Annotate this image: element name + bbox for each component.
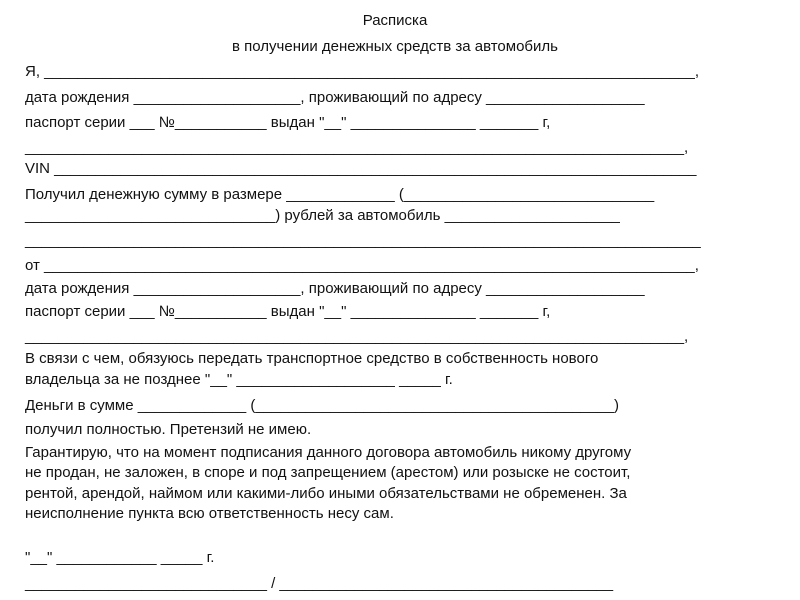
line-seller-name: от ______________________________________________________________________________, <box>25 257 699 274</box>
line-signature: _____________________________ / ________________________________________ <box>25 575 614 592</box>
line-guarantee-2: не продан, не заложен, в споре и под запрещением (арестом) или розыске не состоит, <box>25 464 631 481</box>
line-guarantee-1: Гарантирую, что на момент подписания данного договора автомобиль никому другому <box>25 444 632 461</box>
line-seller-passport-cont: _______________________________________________________________________________, <box>25 328 689 345</box>
line-amount: Получил денежную сумму в размере _____________ (______________________________ <box>25 186 655 203</box>
line-signature-date: "__" ____________ _____ г. <box>25 549 215 566</box>
line-buyer-birth-address: дата рождения ____________________, проживающий по адресу ___________________ <box>25 89 645 106</box>
line-guarantee-3: рентой, арендой, наймом или какими-либо иными обязательствами не обременен. За <box>25 485 627 502</box>
line-buyer-passport-cont: _______________________________________________________________________________, <box>25 139 689 156</box>
line-received-fully: получил полностью. Претензий не имею. <box>25 421 312 438</box>
line-car-cont: _________________________________________________________________________________ <box>25 232 701 249</box>
line-vin: VIN _____________________________________________________________________________ <box>25 160 697 177</box>
line-buyer-name: Я, ______________________________________________________________________________, <box>25 63 700 80</box>
line-seller-birth-address: дата рождения ____________________, проживающий по адресу ___________________ <box>25 280 645 297</box>
line-guarantee-4: неисполнение пункта всю ответственность несу сам. <box>25 505 394 522</box>
line-obligation-1: В связи с чем, обязуюсь передать транспортное средство в собственность нового <box>25 350 599 367</box>
line-amount-words-car: ______________________________) рублей за автомобиль _____________________ <box>25 207 620 224</box>
line-seller-passport: паспорт серии ___ №___________ выдан "__" _______________ _______ г, <box>25 303 551 320</box>
line-buyer-passport: паспорт серии ___ №___________ выдан "__" _______________ _______ г, <box>25 114 551 131</box>
line-money-sum: Деньги в сумме _____________ (___________________________________________) <box>25 397 620 414</box>
document-subtitle: в получении денежных средств за автомобиль <box>232 38 558 55</box>
line-obligation-2: владельца за не позднее "__" ___________________ _____ г. <box>25 371 453 388</box>
document-title: Расписка <box>362 12 428 29</box>
